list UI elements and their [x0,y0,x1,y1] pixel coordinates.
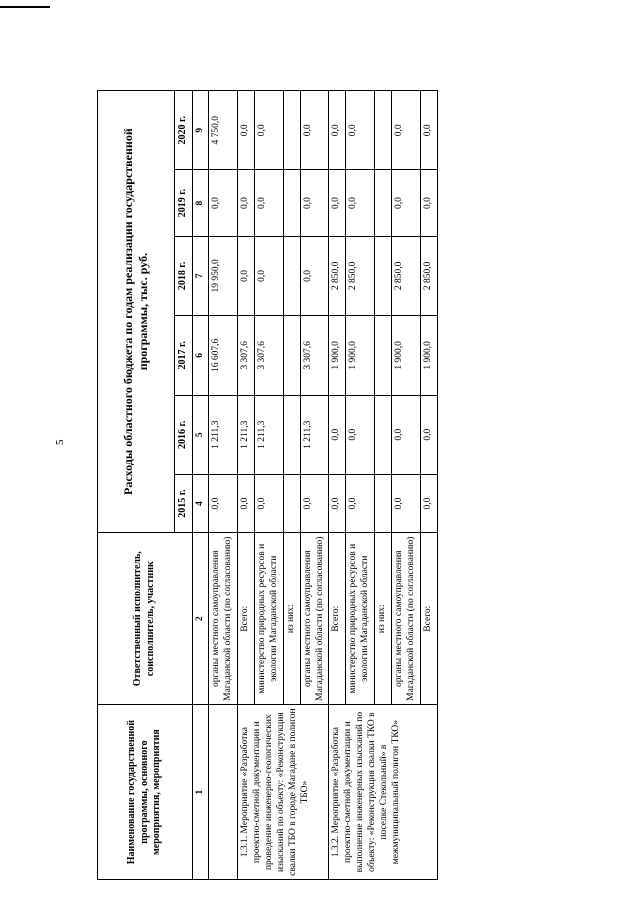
row-value-cell: 0,0 [238,236,255,315]
row-value-cell [283,395,300,474]
table-body [209,91,437,880]
row-executor-cell: органы местного самоуправления Магаданской области (по согласованию) [209,533,238,705]
row-value-cell: 0,0 [346,170,375,236]
row-value-cell: 0,0 [346,91,375,170]
row-value-cell [375,316,392,395]
row-value-cell: 0,0 [238,474,255,532]
table-row [329,91,346,880]
page-number: 5 [54,439,66,445]
year-2019: 2019 г. [175,170,193,236]
year-2018: 2018 г. [175,236,193,315]
year-2015: 2015 г. [175,474,193,532]
row-value-cell: 0,0 [329,395,346,474]
row-executor-cell: из них: [283,533,300,705]
row-value-cell [283,170,300,236]
row-value-cell: 0,0 [391,91,420,170]
row-value-cell: 0,0 [420,395,437,474]
row-value-cell: 4 750,0 [209,91,238,170]
row-value-cell [375,236,392,315]
col-number-6: 6 [192,316,209,395]
header-col-name: Наименование государственной программы, основного мероприятия, мероприятия [98,705,193,880]
row-value-cell: 0,0 [300,170,329,236]
row-value-cell: 0,0 [391,170,420,236]
row-value-cell: 0,0 [255,474,284,532]
col-number-1: 1 [192,705,209,880]
row-value-cell: 0,0 [420,170,437,236]
row-name-cell: 1.3.2. Мероприятие «Разработка проектно-сметной документации и выполнение инженерных изысканий по объекту: «Реконструкция свалки ТКО в поселке Стекольный» в межмуниципальный полигон ТКО» [329,705,437,880]
row-value-cell: 0,0 [300,236,329,315]
row-value-cell [375,474,392,532]
year-2020: 2020 г. [175,91,193,170]
row-value-cell: 1 900,0 [329,316,346,395]
table-row [238,91,255,880]
row-executor-cell: органы местного самоуправления Магаданской области (по согласованию) [300,533,329,705]
row-value-cell: 0,0 [300,474,329,532]
row-value-cell [283,91,300,170]
row-value-cell: 0,0 [346,395,375,474]
year-2017: 2017 г. [175,316,193,395]
col-number-8: 8 [192,170,209,236]
row-value-cell: 1 900,0 [346,316,375,395]
row-executor-cell: министерство природных ресурсов и экологии Магаданской области [255,533,284,705]
row-value-cell: 0,0 [255,236,284,315]
row-value-cell: 2 850,0 [329,236,346,315]
col-number-2: 2 [192,533,209,705]
row-value-cell: 2 850,0 [420,236,437,315]
numbering-row [192,91,209,880]
col-number-5: 5 [192,395,209,474]
row-value-cell: 0,0 [346,474,375,532]
row-value-cell: 16 607,6 [209,316,238,395]
row-value-cell [375,395,392,474]
row-value-cell: 1 211,3 [255,395,284,474]
row-executor-cell: Всего: [420,533,437,705]
year-2016: 2016 г. [175,395,193,474]
row-value-cell [375,170,392,236]
row-executor-cell: министерство природных ресурсов и экологии Магаданской области [346,533,375,705]
row-executor-cell: органы местного самоуправления Магаданской области (по согласованию) [391,533,420,705]
row-value-cell [375,91,392,170]
row-value-cell: 3 307,6 [255,316,284,395]
row-value-cell: 1 900,0 [420,316,437,395]
row-executor-cell: Всего: [329,533,346,705]
row-name-cell [209,705,238,880]
row-executor-cell: Всего: [238,533,255,705]
row-name-cell: 1.3.1. Мероприятие «Разработка проектно-сметной документации и проведение инженерно-геологических изысканий по объекту: «Реконструкция свалки ТБО в городе Магадане в полигон ТБО» [238,705,329,880]
header-row-1 [98,91,175,880]
row-value-cell: 0,0 [329,170,346,236]
row-value-cell: 0,0 [209,474,238,532]
row-value-cell: 2 850,0 [391,236,420,315]
corner-mark [0,6,50,8]
row-value-cell: 0,0 [209,170,238,236]
row-value-cell: 19 950,0 [209,236,238,315]
row-executor-cell: из них: [375,533,392,705]
table-row [209,91,238,880]
row-value-cell: 0,0 [300,91,329,170]
row-value-cell: 0,0 [329,91,346,170]
rotated-table-container [97,90,592,880]
row-value-cell [283,316,300,395]
row-value-cell: 3 307,6 [238,316,255,395]
row-value-cell: 0,0 [420,474,437,532]
row-value-cell: 0,0 [420,91,437,170]
row-value-cell: 1 211,3 [209,395,238,474]
header-expenses: Расходы областного бюджета по годам реализации государственной программы, тыс. руб. [98,91,175,533]
row-value-cell: 3 307,6 [300,316,329,395]
row-value-cell: 0,0 [391,474,420,532]
budget-table [97,90,438,880]
col-number-4: 4 [192,474,209,532]
row-value-cell: 2 850,0 [346,236,375,315]
row-value-cell: 1 211,3 [300,395,329,474]
row-value-cell: 0,0 [255,170,284,236]
row-value-cell: 0,0 [238,170,255,236]
row-value-cell: 1 211,3 [238,395,255,474]
header-col-executor: Ответственный исполнитель, соисполнитель, участник [98,533,193,705]
col-number-7: 7 [192,236,209,315]
row-value-cell: 0,0 [391,395,420,474]
row-value-cell: 0,0 [329,474,346,532]
row-value-cell [283,236,300,315]
col-number-9: 9 [192,91,209,170]
row-value-cell [283,474,300,532]
row-value-cell: 0,0 [255,91,284,170]
row-value-cell: 1 900,0 [391,316,420,395]
row-value-cell: 0,0 [238,91,255,170]
